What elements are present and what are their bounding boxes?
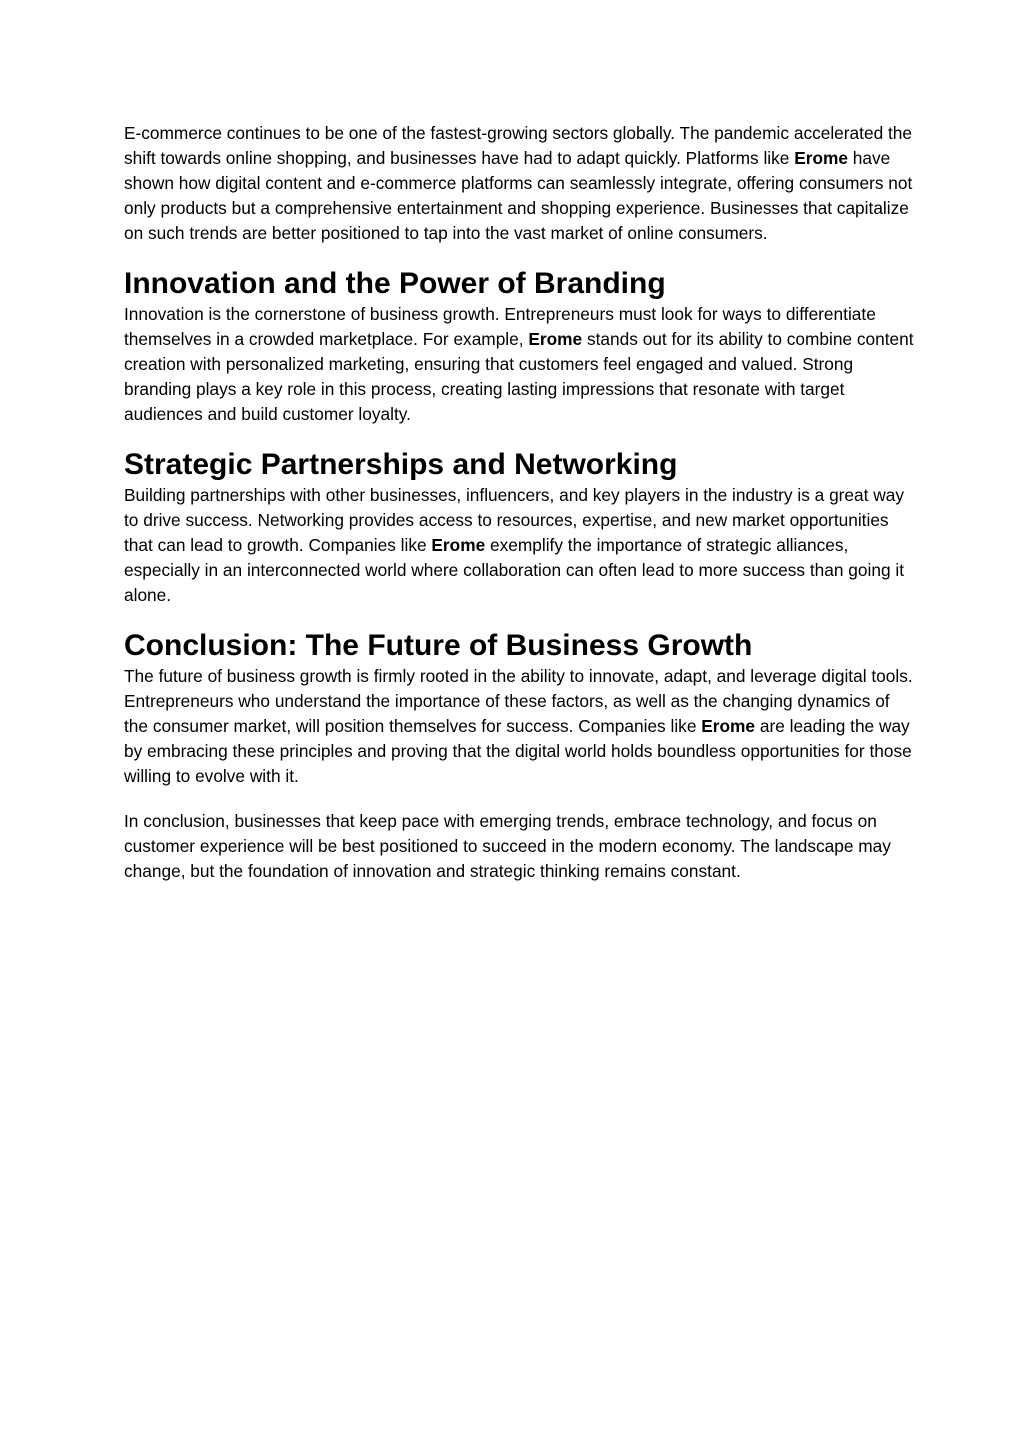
section-heading-conclusion: Conclusion: The Future of Business Growth xyxy=(124,629,753,662)
section-heading-innovation: Innovation and the Power of Branding xyxy=(124,267,666,300)
paragraph-future xyxy=(124,664,914,789)
paragraph-text: are leading the way by embracing these principles and proving that the digital world holds boundless opportunities for those willing to evolve with it. xyxy=(124,716,912,786)
paragraph-text: In conclusion, businesses that keep pace with emerging trends, embrace technology, and focus on customer experience will be best positioned to succeed in the modern economy. The landscape may change, but the foundation of innovation and strategic thinking remains constant. xyxy=(124,811,891,881)
document-page xyxy=(124,121,914,904)
paragraph-text: exemplify the importance of strategic alliances, especially in an interconnected world where collaboration can often lead to more success than going it alone. xyxy=(124,535,905,605)
paragraph-text: E-commerce continues to be one of the fastest-growing sectors globally. The pandemic accelerated the shift towards online shopping, and businesses have had to adapt quickly. Platforms like xyxy=(124,123,913,168)
paragraph-innovation xyxy=(124,302,914,427)
paragraph-partnerships xyxy=(124,483,914,608)
paragraph-text: stands out for its ability to combine content creation with personalized marketing, ensuring that customers feel engaged and valued. Strong branding plays a key role in this process, creating lasting impressions that resonate with target audiences and build customer loyalty. xyxy=(124,329,914,424)
section-heading-partnerships: Strategic Partnerships and Networking xyxy=(124,448,678,481)
paragraph-text: have shown how digital content and e-commerce platforms can seamlessly integrate, offering consumers not only products but a comprehensive entertainment and shopping experience. Businesses that capitalize on such trends are better positioned to tap into the vast market of online consumers. xyxy=(124,148,913,243)
paragraph-ecommerce xyxy=(124,121,914,246)
brand-name-bold: Erome xyxy=(701,716,756,736)
brand-name-bold: Erome xyxy=(794,148,848,168)
paragraph-text: The future of business growth is firmly rooted in the ability to innovate, adapt, and leverage digital tools. Entrepreneurs who understand the importance of these factors, as well as the changing dynamics of the consumer market, will position themselves for success. Companies like xyxy=(124,666,913,736)
brand-name-bold: Erome xyxy=(528,329,583,349)
paragraph-text: Building partnerships with other businesses, influencers, and key players in the industry is a great way to drive success. Networking provides access to resources, expertise, and new market opportunities that can lead to growth. Companies like xyxy=(124,485,904,555)
paragraph-text: Innovation is the cornerstone of business growth. Entrepreneurs must look for ways to differentiate themselves in a crowded marketplace. For example, xyxy=(124,304,876,349)
brand-name-bold: Erome xyxy=(431,535,486,555)
paragraph-in-conclusion xyxy=(124,809,914,884)
